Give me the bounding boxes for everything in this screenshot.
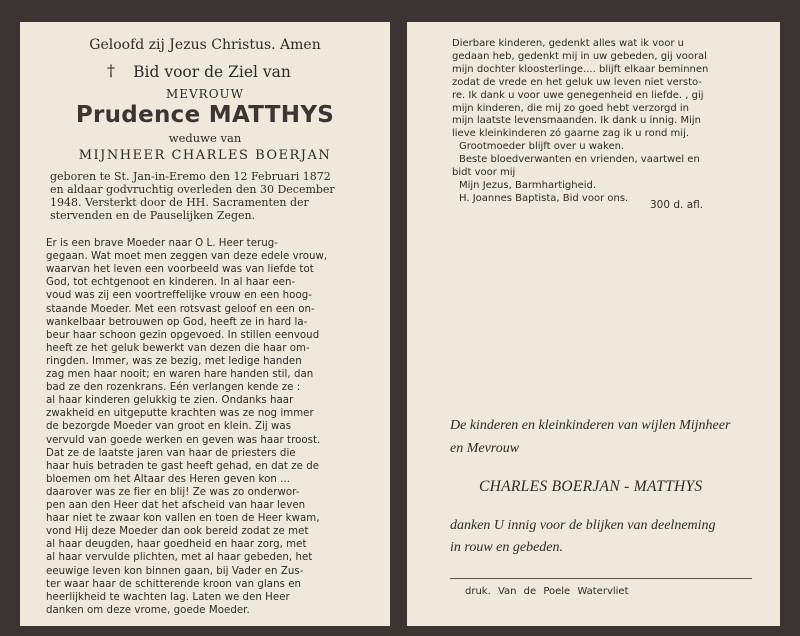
message-line: re. Ik dank u voor uwe genegenheid en liefde. , gij — [452, 89, 704, 101]
message-line: Beste bloedverwanten en vrienden, vaartwel en — [459, 154, 700, 166]
message-line: Mijn Jezus, Barmhartigheid. — [459, 179, 597, 191]
eulogy-line: vervuld van goede werken en geven was haar troost. — [46, 434, 321, 446]
eulogy-line: de bezorgde Moeder van groot en klein. Zij was — [46, 421, 292, 433]
widow-of: weduwe van — [168, 131, 242, 145]
eulogy-line: Dat ze de laatste jaren van haar de priesters die — [46, 447, 296, 459]
message-line: bidt voor mij — [452, 167, 516, 178]
message-line: H. Joannes Baptista, Bid voor ons. — [459, 192, 629, 204]
eulogy-line: al haar vervulde plichten, met al haar gebeden, het — [46, 552, 313, 564]
eulogy-line: wankelbaar betrouwen op God, heeft ze in hard la- — [46, 316, 308, 328]
right-card — [407, 22, 780, 626]
printer-credit: druk. Van de Poele Watervliet — [465, 586, 629, 597]
eulogy-line: haar huis betraden te gast heeft gehad, en dat ze de — [46, 460, 320, 472]
bio-line: geboren te St. Jan-in-Eremo den 12 Februari 1872 — [50, 170, 331, 183]
left-card — [20, 22, 390, 626]
message-line: Dierbare kinderen, gedenkt alles wat ik voor u — [452, 38, 684, 49]
eulogy-line: heerlijkheid te wachten lag. Laten we den Heer — [46, 591, 290, 603]
eulogy-line: pen aan den Heer dat het afscheid van haar leven — [46, 500, 306, 511]
bio-line: stervenden en de Pauselijken Zegen. — [50, 209, 256, 222]
husband-name: MIJNHEER CHARLES BOERJAN — [78, 148, 332, 163]
eulogy-line: staande Moeder. Met een rotsvast geloof en een on- — [46, 303, 315, 315]
eulogy-line: eeuwige leven kon binnen gaan, bij Vader en Zus- — [46, 565, 304, 577]
message-line: lieve kleinkinderen zó gaarne zag ik u rond mij. — [452, 128, 690, 140]
cross-icon: † — [107, 61, 115, 80]
eulogy-line: bad ze den rozenkrans. Eén verlangen kende ze : — [46, 382, 301, 394]
thanks-line: en Mevrouw — [450, 441, 520, 456]
eulogy-line: zwakheid en uitgeputte krachten was ze nog immer — [46, 408, 314, 420]
eulogy-line: ter waar haar de schitterende kroon van glans en — [46, 578, 302, 590]
indulgence-note: 300 d. afl. — [650, 199, 704, 211]
message-line: gedaan heb, gedenkt mij in uw gebeden, gij vooral — [452, 50, 707, 62]
eulogy-line: daarover was ze fier en blij! Ze was zo onderwor- — [46, 486, 300, 498]
bio-line: 1948. Versterkt door de HH. Sacramenten der — [50, 196, 309, 209]
thanks-line: De kinderen en kleinkinderen van wijlen Mijnheer — [450, 418, 731, 433]
eulogy-line: bloemen om het Altaar des Heren geven kon ... — [46, 473, 291, 485]
eulogy-line: danken om deze vrome, goede Moeder. — [46, 604, 250, 616]
message-line: mijn dochter kloosterlinge.... blijft elkaar beminnen — [452, 63, 709, 75]
eulogy-line: Er is een brave Moeder naar O L. Heer terug- — [46, 238, 279, 249]
family-name: CHARLES BOERJAN - MATTHYS — [479, 478, 703, 495]
eulogy-line: voud was zij een voortreffelijke vrouw en een hoog- — [46, 290, 312, 302]
divider — [450, 578, 752, 579]
eulogy-line: ringden. Immer, was ze bezig, met ledige handen — [46, 355, 302, 367]
eulogy-line: heeft ze het geluk bewerkt van dezen die haar om- — [46, 342, 310, 354]
eulogy-line: God, tot echtgenoot en kinderen. In al haar een- — [46, 277, 296, 289]
message-line: zodat de vrede en het geluk uw leven niet versto- — [452, 76, 702, 88]
eulogy-line: vond Hij deze Moeder dan ook bereid zodat ze met — [46, 526, 309, 538]
eulogy-line: beur haar schoon gezin opgevoed. In stillen eenvoud — [46, 329, 320, 341]
eulogy-line: al haar deugden, haar goedheid en haar zorg, met — [46, 539, 307, 551]
eulogy-line: gegaan. Wat moet men zeggen van deze edele vrouw, — [46, 251, 328, 263]
closing-line: in rouw en gebeden. — [450, 540, 564, 555]
eulogy-line: waarvan het leven een voorbeeld was van liefde tot — [46, 264, 314, 276]
prayer-line: Bid voor de Ziel van — [133, 63, 291, 81]
message-line: mijn kinderen, die mij zo goed hebt verzorgd in — [452, 102, 689, 114]
eulogy-line: al haar kinderen gelukkig te zien. Ondanks haar — [46, 395, 294, 407]
closing-line: danken U innig voor de blijken van deelneming — [450, 518, 716, 533]
eulogy-line: zag men haar nooit; en waren hare handen stil, dan — [46, 369, 314, 380]
deceased-name: Prudence MATTHYS — [75, 102, 335, 128]
header-line: Geloofd zij Jezus Christus. Amen — [89, 37, 321, 53]
honorific: MEVROUW — [165, 87, 245, 101]
bio-line: en aldaar godvruchtig overleden den 30 December — [50, 183, 335, 196]
eulogy-line: haar niet te zwaar kon vallen en toen de Heer kwam, — [46, 513, 320, 525]
message-line: mijn laatste levensmaanden. Ik dank u innig. Mijn — [452, 115, 701, 127]
message-line: Grootmoeder blijft over u waken. — [459, 141, 625, 153]
